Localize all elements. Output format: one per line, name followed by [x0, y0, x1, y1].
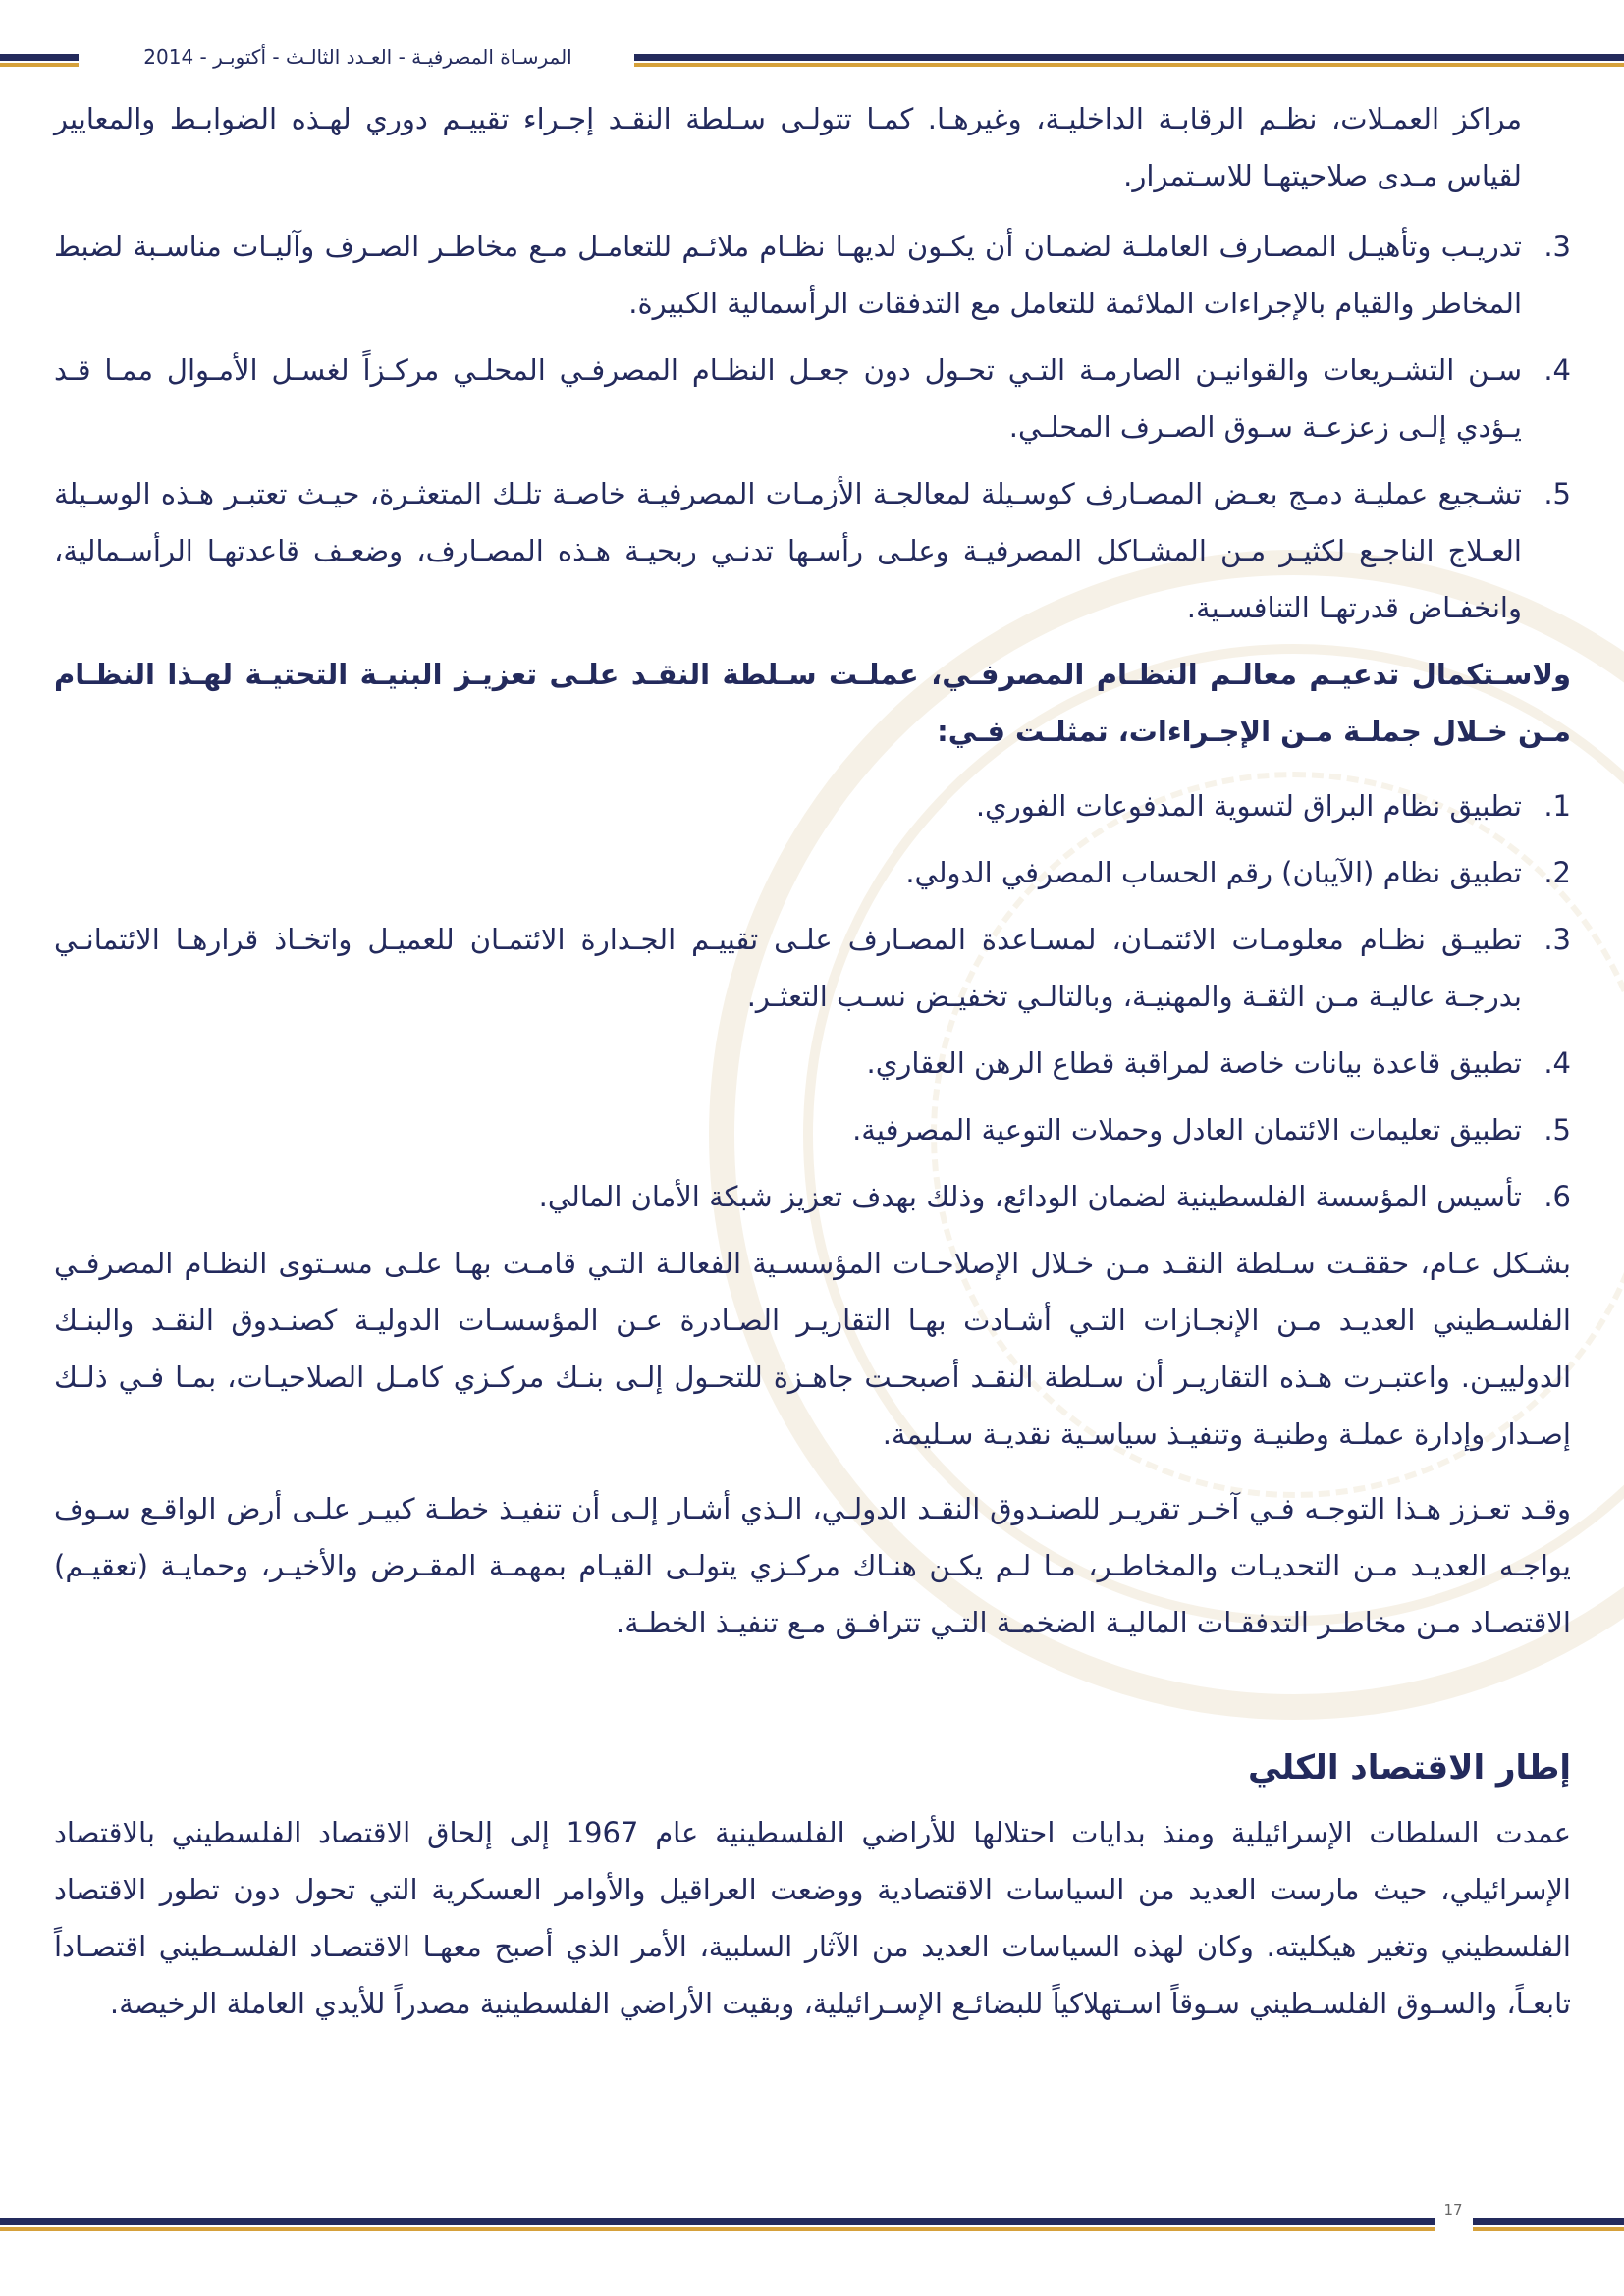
list-text: تطبيق قاعدة بيانات خاصة لمراقبة قطاع الرهن العقاري. [866, 1046, 1522, 1080]
infrastructure-list [54, 777, 1571, 1225]
list-text: تطبيق نظام (الآيبان) رقم الحساب المصرفي الدولي. [905, 856, 1522, 889]
paragraph-imf: وقـد تعـزز هـذا التوجـه فـي آخـر تقريـر للصنـدوق النقـد الدولـي، الـذي أشـار إلـى أن تنفيـذ خطـة كبيـر علـى أرض الواقـع سـوف يواجـه العديـد مـن التحديـات والمخاطـر، مـا لـم يكـن هنـاك مركـزي يتولـى القيـام بمهمـة المقـرض والأخيـر، وحمايـة (تعقيـم) الاقتصـاد مـن مخاطـر التدفقـات الماليـة الضخمـة التـي تترافـق مـع تنفيـذ الخطـة. [54, 1492, 1571, 1639]
running-header: المرسـاة المصرفيـة - العـدد الثالـث - أكتوبـر - 2014 [143, 45, 572, 69]
list-number: 3. [1543, 230, 1571, 263]
page-number: 17 [1443, 2201, 1463, 2218]
list-item [54, 844, 1571, 901]
measures-list [54, 218, 1571, 636]
section-paragraph: عمدت السلطات الإسرائيلية ومنذ بدايات احتلالها للأراضي الفلسطينية عام 1967 إلى إلحاق الاقتصاد الفلسطيني بالاقتصاد الإسرائيلي، حيث مارست العديد من السياسات الاقتصادية ووضعت العراقيل والأوامر العسكرية التي تحول دون تطور الاقتصاد الفلسطيني وتغير هيكليته. وكان لهذه السياسات العديد من الآثار السلبية، الأمر الذي أصبح معهـا الاقتصـاد الفلسـطيني اقتصـاداً تابعـاً، والسـوق الفلسـطيني سـوقاً اسـتهلاكياً للبضائـع الإسـرائيلية، وبقيت الأراضي الفلسطينية مصدراً للأيدي العاملة الرخيصة. [54, 1816, 1571, 2020]
footer-bar [0, 2218, 1435, 2225]
list-item [54, 1101, 1571, 1158]
list-text: سـن التشـريعات والقوانيـن الصارمـة التـي تحـول دون جعـل النظـام المصرفـي المحلـي مركـزاً لغسـل الأمـوال ممـا قـد يـؤدي إلـى زعزعـة سـوق الصـرف المحلـي. [54, 353, 1522, 444]
list-number: 4. [1543, 353, 1571, 387]
list-text: تشـجيع عمليـة دمـج بعـض المصـارف كوسـيلة لمعالجـة الأزمـات المصرفيـة خاصـة تلـك المتعثـرة، حيـث تعتبـر هـذه الوسـيلة العـلاج الناجـع لكثيـر مـن المشـاكل المصرفيـة وعلـى رأسـها تدنـي ربحيـة هـذه المصـارف، وضعـف قاعدتهـا الرأسـمالية، وانخفـاض قدرتهـا التنافسـية. [54, 477, 1522, 624]
list-text: تطبيق نظام البراق لتسوية المدفوعات الفوري. [975, 789, 1522, 823]
list-item [54, 218, 1571, 332]
list-text: تأسيس المؤسسة الفلسطينية لضمان الودائع، وذلك بهدف تعزيز شبكة الأمان المالي. [538, 1180, 1522, 1213]
list-text: تطبيق تعليمات الائتمان العادل وحملات التوعية المصرفية. [852, 1113, 1522, 1147]
list-number: 3. [1543, 923, 1571, 956]
paragraph-general: بشـكل عـام، حققـت سـلطة النقـد مـن خـلال الإصلاحـات المؤسسـية الفعالـة التـي قامـت بهـا علـى مسـتوى النظـام المصرفـي الفلسـطيني العديـد مـن الإنجـازات التـي أشـادت بهـا التقاريـر الصـادرة عـن المؤسسـات الدوليـة كصنـدوق النقـد والبنـك الدولييـن. واعتبـرت هـذه التقاريـر أن سـلطة النقـد أصبحـت جاهـزة للتحـول إلـى بنـك مركـزي كامـل الصلاحيـات، بمـا فـي ذلـك إصـدار وإدارة عملـة وطنيـة وتنفيـذ سياسـية نقديـة سـليمة. [54, 1247, 1571, 1451]
list-text: تدريـب وتأهيـل المصـارف العاملـة لضمـان أن يكـون لديهـا نظـام ملائـم للتعامـل مـع مخاطـر الصـرف وآليـات مناسـبة لضبط المخاطر والقيام بالإجراءات الملائمة للتعامل مع التدفقات الرأسمالية الكبيرة. [54, 230, 1522, 320]
footer-bar-right-accent [1473, 2227, 1624, 2231]
list-item [54, 1168, 1571, 1225]
continued-paragraph: مراكز العمـلات، نظـم الرقابـة الداخليـة، وغيرهـا. كمـا تتولـى سـلطة النقـد إجـراء تقييـم دوري لهـذه الضوابـط والمعايير لقياس مـدى صلاحيتهـا للاسـتمرار. [54, 102, 1522, 192]
section-title: إطار الاقتصاد الكلي [1248, 1748, 1571, 1788]
list-item [54, 777, 1571, 834]
article-body [54, 90, 1571, 2032]
header-bar-right [634, 54, 1624, 61]
header-bar-left-accent [0, 63, 79, 67]
header-bar-right-accent [634, 63, 1624, 67]
list-text: تطبيـق نظـام معلومـات الائتمـان، لمسـاعدة المصـارف علـى تقييـم الجـدارة الائتمـان للعميـل واتخـاذ قرارهـا الائتمانـي بدرجـة عاليـة مـن الثقـة والمهنيـة، وبالتالـي تخفيـض نسـب التعثـر. [54, 923, 1522, 1013]
list-number: 4. [1543, 1046, 1571, 1080]
list-number: 1. [1543, 789, 1571, 823]
list-number: 5. [1543, 1113, 1571, 1147]
footer-bar-right [1473, 2218, 1624, 2225]
list-item [54, 911, 1571, 1025]
footer-bar-accent [0, 2227, 1435, 2231]
list-item [54, 342, 1571, 455]
list-number: 6. [1543, 1180, 1571, 1213]
list-item [54, 1035, 1571, 1092]
list-number: 5. [1543, 477, 1571, 510]
list-item [54, 465, 1571, 636]
list-number: 2. [1543, 856, 1571, 889]
header-bar-left [0, 54, 79, 61]
bold-intro: ولاسـتكمال تدعيـم معالـم النظـام المصرفـي، عملـت سـلطة النقـد علـى تعزيـز البنيـة التحتيـة لهـذا النظـام مـن خـلال جملـة مـن الإجـراءات، تمثلـت فـي: [54, 658, 1571, 748]
